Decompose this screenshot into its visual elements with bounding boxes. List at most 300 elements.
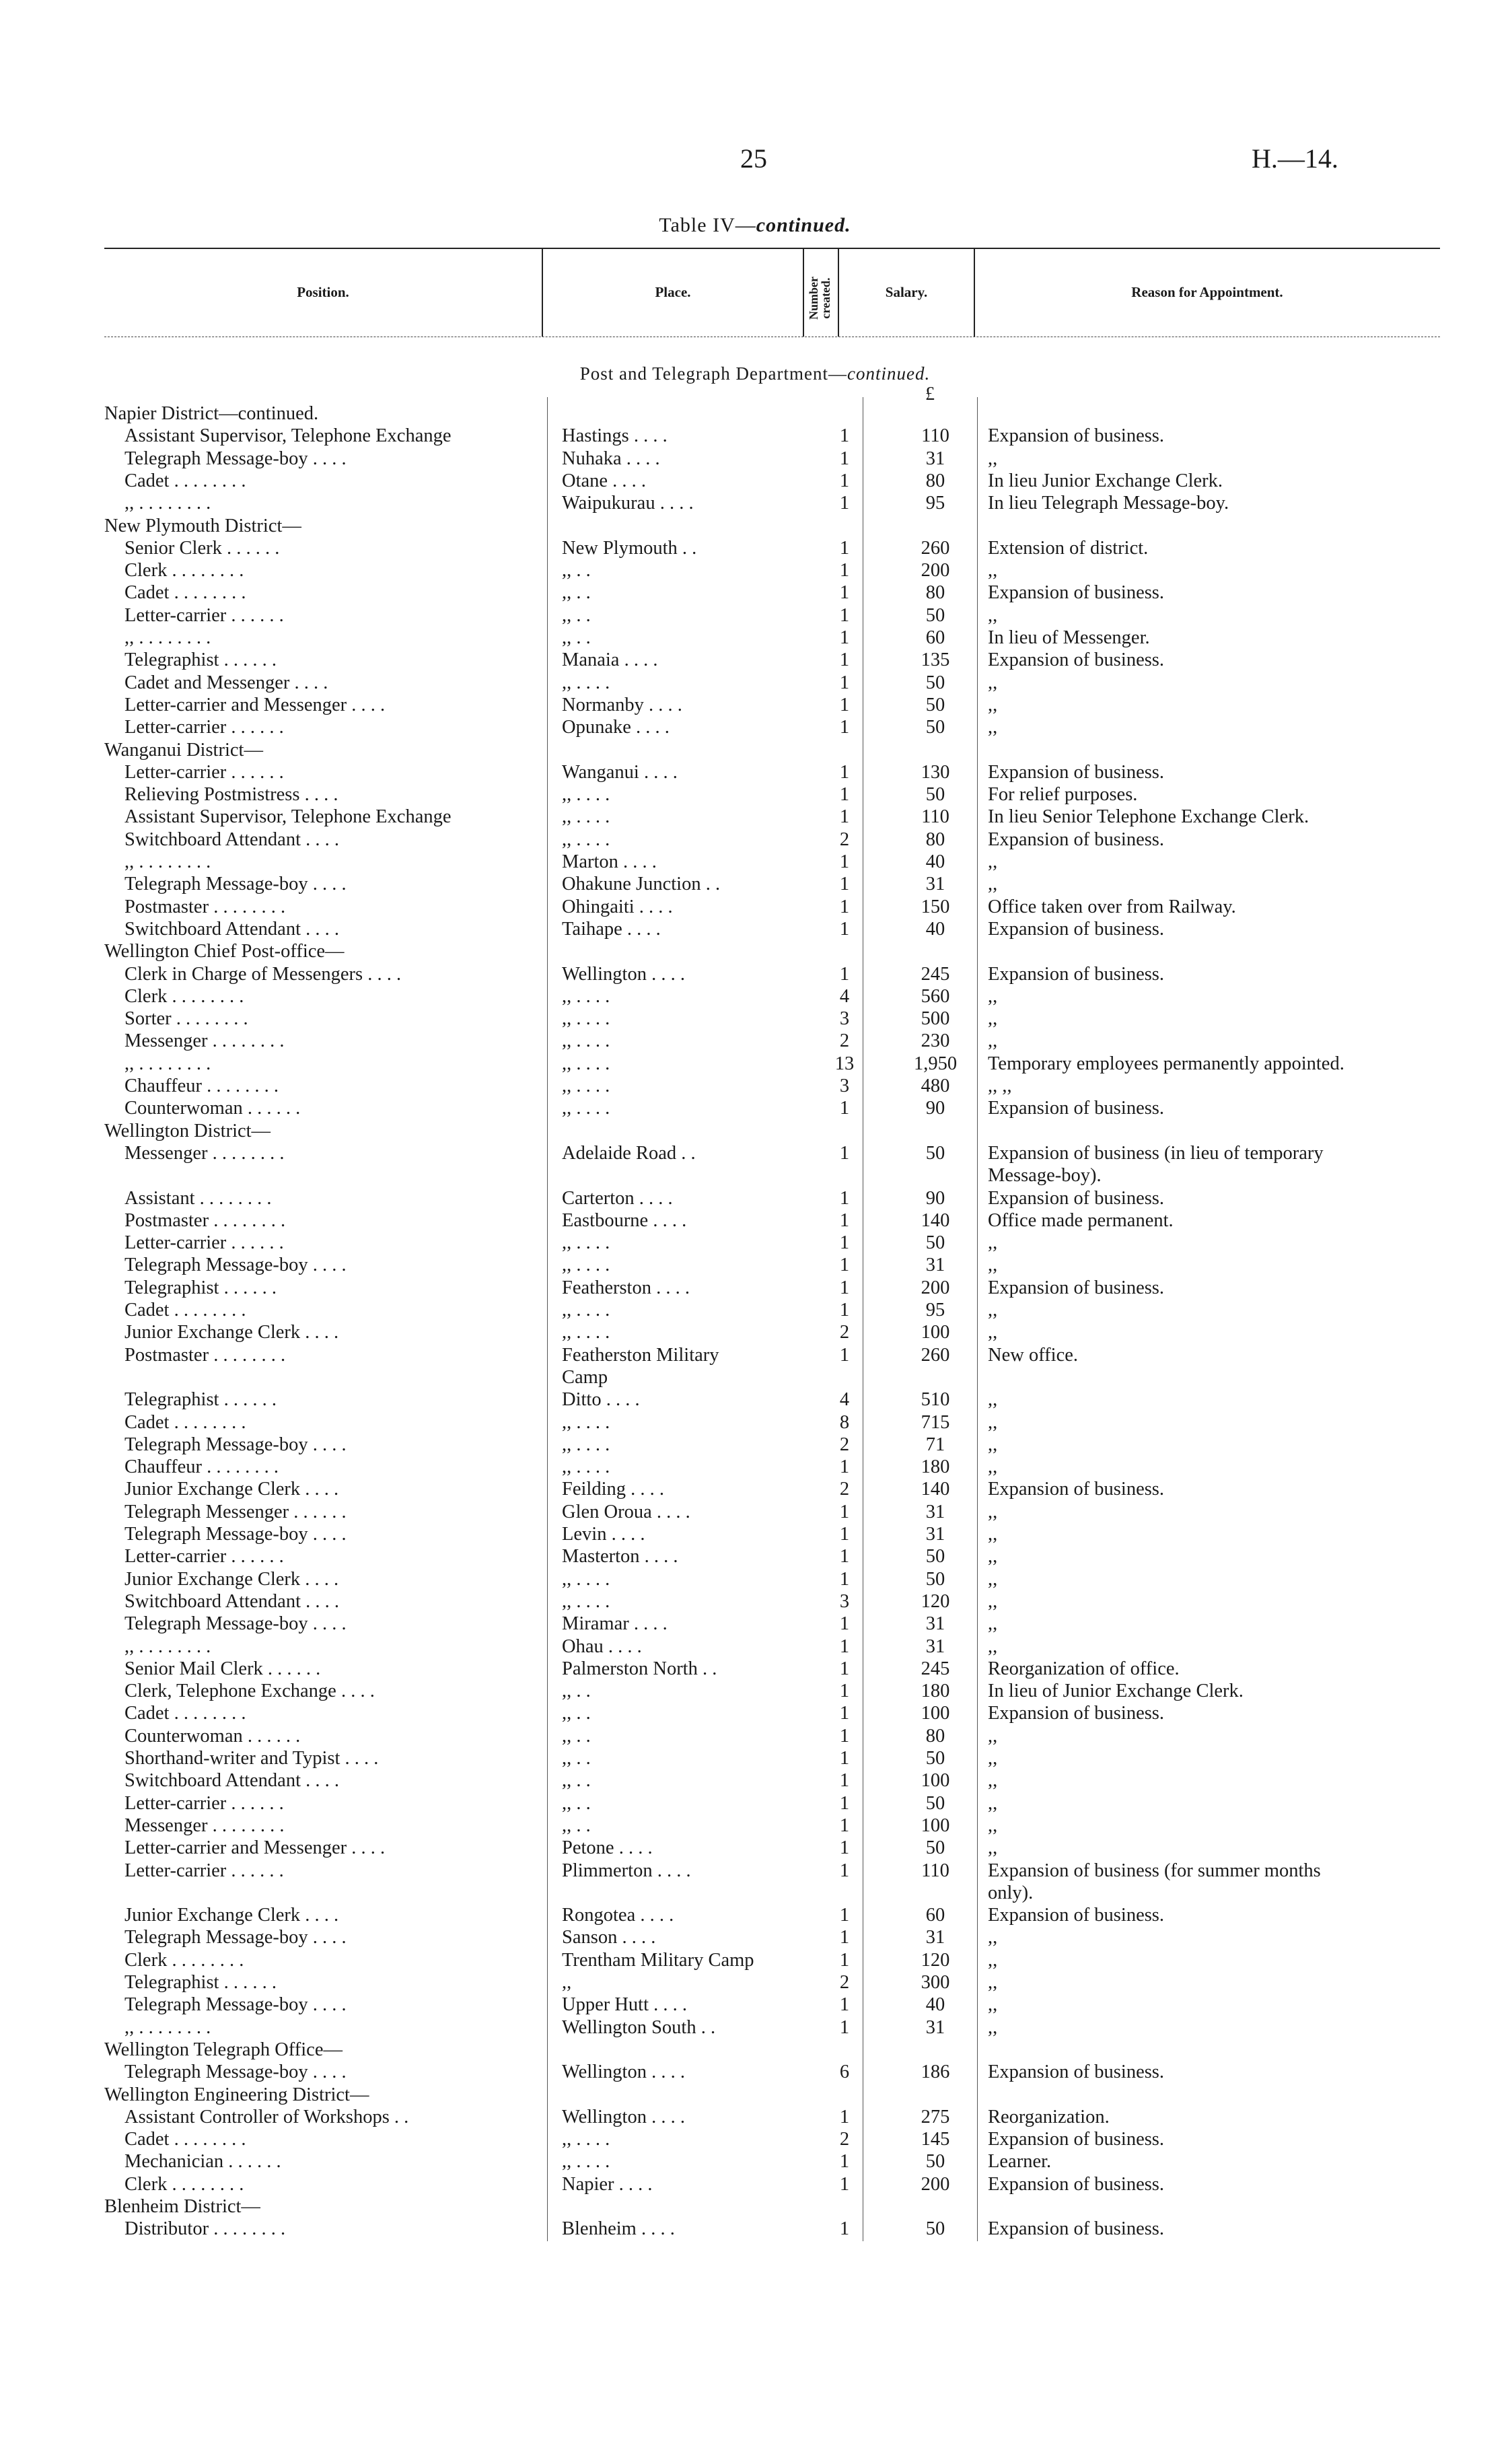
table-row [0, 2016, 1510, 2039]
reason-cell: Temporary employees permanently appointed. [988, 1053, 1344, 1074]
position-cell: Telegraph Message-boy . . . . [124, 1434, 347, 1455]
position-cell: Telegraph Message-boy . . . . [124, 2062, 347, 2083]
salary-cell: 145 [921, 2129, 950, 2150]
place-cell: ,, . . [562, 1681, 591, 1702]
position-cell: Letter-carrier . . . . . . [124, 1792, 284, 1814]
number-cell: 2 [839, 1322, 850, 1343]
reason-cell: ,, [988, 1255, 998, 1276]
place-cell: ,, [562, 1972, 572, 1993]
table-row [0, 1142, 1510, 1164]
table-row [0, 1658, 1510, 1680]
reason-cell: Expansion of business. [988, 2173, 1165, 2195]
table-row [0, 1366, 1510, 1388]
salary-cell: 90 [925, 1098, 945, 1119]
place-cell: Eastbourne . . . . [562, 1209, 687, 1231]
reason-cell: ,, [988, 1008, 998, 1030]
position-cell: Counterwoman . . . . . . [124, 1725, 301, 1747]
number-cell: 1 [839, 1792, 850, 1814]
reason-cell: New office. [988, 1344, 1078, 1366]
number-cell: 1 [839, 1613, 850, 1635]
salary-cell: 50 [925, 784, 945, 806]
salary-cell: 50 [925, 717, 945, 738]
place-cell: ,, . . [562, 604, 591, 626]
table-row [0, 470, 1510, 492]
reason-cell: ,, [988, 1232, 998, 1254]
position-cell: Telegraph Message-boy . . . . [124, 1255, 347, 1276]
place-cell: Waipukurau . . . . [562, 493, 694, 514]
table-row [0, 582, 1510, 604]
position-cell: Telegraphist . . . . . . [124, 1972, 277, 1993]
place-cell: ,, . . . . [562, 1590, 610, 1612]
salary-cell: 150 [921, 896, 950, 917]
number-cell: 3 [839, 1590, 850, 1612]
department-continued: continued. [847, 363, 931, 384]
salary-cell: 31 [925, 2016, 945, 2038]
reason-cell: ,, [988, 1770, 998, 1792]
document-code: H.—14. [1252, 143, 1338, 174]
table-row [0, 1769, 1510, 1792]
district-heading-row [0, 1120, 1510, 1142]
salary-cell: 40 [925, 1994, 945, 2016]
number-cell: 3 [839, 1008, 850, 1030]
number-cell: 1 [839, 1905, 850, 1926]
salary-cell: 510 [921, 1389, 950, 1411]
position-cell: Letter-carrier . . . . . . [124, 1860, 284, 1881]
place-cell: Plimmerton . . . . [562, 1860, 691, 1881]
column-header-place: Place. [655, 284, 691, 300]
position-cell: Clerk . . . . . . . . [124, 1949, 244, 1971]
position-cell: Chauffeur . . . . . . . . [124, 1076, 279, 1096]
salary-cell: 40 [925, 918, 945, 940]
salary-cell: 260 [921, 1344, 950, 1366]
place-cell: Featherston . . . . [562, 1277, 690, 1298]
position-cell: Postmaster . . . . . . . . [124, 1209, 286, 1231]
salary-cell: 50 [925, 694, 945, 715]
number-cell: 1 [839, 874, 850, 895]
position-cell: Letter-carrier . . . . . . [124, 1232, 284, 1254]
place-cell: ,, . . . . [562, 2129, 610, 2150]
place-cell: Wellington . . . . [562, 2062, 685, 2083]
district-heading-row [0, 2084, 1510, 2106]
salary-cell: 110 [921, 1860, 949, 1881]
district-heading-row [0, 2195, 1510, 2218]
place-cell: Ditto . . . . [562, 1389, 640, 1411]
place-cell: Ohau . . . . [562, 1635, 642, 1657]
position-cell: ,, . . . . . . . . [124, 1053, 211, 1074]
place-cell: ,, . . [562, 1748, 591, 1769]
district-heading: Wanganui District— [104, 739, 263, 761]
reason-cell: ,, [988, 1524, 998, 1545]
table-row [0, 761, 1510, 783]
place-cell: ,, . . . . [562, 1098, 610, 1119]
table-row [0, 1053, 1510, 1075]
place-cell: ,, . . . . [562, 829, 610, 850]
reason-cell: ,, [988, 985, 998, 1007]
reason-cell: Expansion of business. [988, 2218, 1165, 2240]
position-cell: Assistant Supervisor, Telephone Exchange [124, 425, 452, 447]
number-cell: 1 [839, 1770, 850, 1792]
salary-cell: 31 [925, 1501, 945, 1522]
table-row [0, 1344, 1510, 1366]
number-cell: 1 [839, 560, 850, 582]
reason-cell: Reorganization. [988, 2106, 1110, 2127]
position-cell: Cadet . . . . . . . . [124, 1703, 246, 1724]
place-cell: ,, . . [562, 1703, 591, 1724]
number-cell: 1 [839, 761, 850, 783]
table-row [0, 1613, 1510, 1635]
reason-cell: Office taken over from Railway. [988, 896, 1236, 917]
table-row [0, 1008, 1510, 1030]
salary-cell: 180 [921, 1681, 950, 1702]
reason-cell: ,, [988, 1748, 998, 1769]
number-cell: 1 [839, 425, 850, 447]
reason-cell: Expansion of business. [988, 1479, 1165, 1500]
number-cell: 1 [839, 1255, 850, 1276]
reason-cell: ,, [988, 1725, 998, 1747]
number-cell: 1 [839, 537, 850, 559]
reason-cell: In lieu Telegraph Message-boy. [988, 493, 1229, 514]
salary-cell: 50 [925, 604, 945, 626]
position-cell: Chauffeur . . . . . . . . [124, 1456, 279, 1478]
reason-cell: ,, [988, 1949, 998, 1971]
salary-cell: 1,950 [913, 1053, 958, 1074]
reason-cell: Expansion of business. [988, 2129, 1165, 2150]
number-cell: 1 [839, 1568, 850, 1590]
table-row [0, 559, 1510, 582]
table-row [0, 1164, 1510, 1187]
table-row [0, 2150, 1510, 2173]
position-cell: Postmaster . . . . . . . . [124, 896, 286, 917]
salary-cell: 245 [921, 1658, 950, 1679]
place-cell: Normanby . . . . [562, 694, 682, 715]
number-cell: 1 [839, 470, 850, 491]
salary-cell: 50 [925, 672, 945, 693]
place-cell: ,, . . . . [562, 1030, 610, 1052]
salary-cell: 260 [921, 537, 950, 559]
district-heading: New Plymouth District— [104, 515, 301, 536]
salary-cell: 31 [925, 1255, 945, 1276]
reason-cell: Expansion of business. [988, 649, 1165, 671]
table-row [0, 1882, 1510, 1904]
position-cell: Relieving Postmistress . . . . [124, 784, 338, 806]
number-cell: 1 [839, 806, 850, 828]
number-cell: 1 [839, 1277, 850, 1298]
place-cell: Trentham Military Camp [562, 1949, 754, 1971]
position-cell: Junior Exchange Clerk . . . . [124, 1479, 339, 1500]
table-title-continued: continued. [756, 214, 851, 236]
table-row [0, 1075, 1510, 1097]
position-cell: Messenger . . . . . . . . [124, 1142, 285, 1164]
position-cell: Junior Exchange Clerk . . . . [124, 1905, 339, 1926]
number-cell: 2 [839, 1434, 850, 1455]
reason-cell: ,, [988, 1792, 998, 1814]
salary-cell: 31 [925, 1524, 945, 1545]
number-cell: 1 [839, 1546, 850, 1568]
reason-cell: ,, [988, 1322, 998, 1343]
position-cell: Switchboard Attendant . . . . [124, 918, 339, 940]
place-cell: ,, . . [562, 1815, 591, 1836]
place-cell: Rongotea . . . . [562, 1905, 674, 1926]
position-cell: ,, . . . . . . . . [124, 1635, 211, 1657]
table-row [0, 1097, 1510, 1119]
reason-cell: Office made permanent. [988, 1209, 1174, 1231]
reason-cell: ,, [988, 1501, 998, 1522]
number-cell: 1 [839, 694, 850, 715]
reason-cell: Expansion of business (in lieu of temporary [988, 1142, 1324, 1164]
position-cell: Shorthand-writer and Typist . . . . [124, 1748, 379, 1769]
reason-cell: Expansion of business. [988, 1187, 1165, 1209]
position-cell: Telegraph Message-boy . . . . [124, 1927, 347, 1948]
reason-cell: Expansion of business. [988, 963, 1165, 985]
number-cell: 8 [839, 1411, 850, 1433]
position-cell: Clerk in Charge of Messengers . . . . [124, 963, 402, 985]
position-cell: Switchboard Attendant . . . . [124, 829, 339, 850]
district-heading: Wellington Chief Post-office— [104, 941, 345, 962]
district-heading-row [0, 940, 1510, 962]
reason-cell: Message-boy). [988, 1165, 1102, 1187]
place-cell: Upper Hutt . . . . [562, 1994, 688, 2016]
number-cell: 1 [839, 851, 850, 872]
place-cell: Miramar . . . . [562, 1613, 668, 1635]
table-row [0, 425, 1510, 447]
position-cell: Switchboard Attendant . . . . [124, 1590, 339, 1612]
salary-cell: 110 [921, 806, 949, 828]
reason-cell: ,, [988, 1389, 998, 1411]
table-row [0, 2173, 1510, 2195]
table-row [0, 1321, 1510, 1343]
place-cell: ,, . . . . [562, 806, 610, 828]
salary-cell: 245 [921, 963, 950, 985]
table-row [0, 1456, 1510, 1478]
position-cell: ,, . . . . . . . . [124, 627, 211, 648]
place-cell: ,, . . . . [562, 1255, 610, 1276]
number-cell: 1 [839, 1681, 850, 1702]
table-row [0, 1994, 1510, 2016]
reason-cell: Expansion of business. [988, 1905, 1165, 1926]
table-row [0, 806, 1510, 828]
reason-cell: For relief purposes. [988, 784, 1138, 806]
table-row [0, 1209, 1510, 1232]
place-cell: Ohakune Junction . . [562, 874, 721, 895]
number-cell: 1 [839, 1232, 850, 1254]
page-number: 25 [740, 143, 767, 174]
place-cell: ,, . . . . [562, 1411, 610, 1433]
table-row [0, 1434, 1510, 1456]
place-cell: New Plymouth . . [562, 537, 697, 559]
salary-cell: 60 [925, 627, 945, 648]
place-cell: Taihape . . . . [562, 918, 661, 940]
number-cell: 1 [839, 1994, 850, 2016]
position-cell: Clerk . . . . . . . . [124, 985, 244, 1007]
number-cell: 1 [839, 2218, 850, 2240]
reason-cell: Expansion of business. [988, 761, 1165, 783]
number-cell: 2 [839, 829, 850, 850]
salary-cell: 40 [925, 851, 945, 872]
number-cell: 6 [839, 2062, 850, 2083]
salary-cell: 100 [921, 1322, 950, 1343]
place-cell: ,, . . . . [562, 1076, 610, 1096]
reason-cell: Expansion of business. [988, 582, 1165, 604]
place-cell: ,, . . . . [562, 985, 610, 1007]
place-cell: Sanson . . . . [562, 1927, 656, 1948]
number-cell: 1 [839, 627, 850, 648]
reason-cell: ,, [988, 1456, 998, 1478]
salary-cell: 31 [925, 1635, 945, 1657]
reason-cell: ,, [988, 1590, 998, 1612]
table-row [0, 1388, 1510, 1411]
position-cell: Cadet . . . . . . . . [124, 582, 246, 604]
position-cell: ,, . . . . . . . . [124, 493, 211, 514]
salary-cell: 90 [925, 1187, 945, 1209]
place-cell: Wellington . . . . [562, 2106, 685, 2127]
district-heading: Blenheim District— [104, 2196, 260, 2217]
position-cell: Cadet and Messenger . . . . [124, 672, 328, 693]
number-cell: 1 [839, 918, 850, 940]
salary-cell: 31 [925, 874, 945, 895]
table-row [0, 492, 1510, 514]
salary-cell: 120 [921, 1949, 950, 1971]
position-cell: Telegraph Message-boy . . . . [124, 448, 347, 469]
table-row [0, 1590, 1510, 1613]
salary-cell: 715 [921, 1411, 950, 1433]
table-row [0, 1568, 1510, 1590]
table-row [0, 1478, 1510, 1500]
number-cell: 1 [839, 896, 850, 917]
position-cell: Letter-carrier . . . . . . [124, 761, 284, 783]
reason-cell: ,, [988, 672, 998, 693]
number-cell: 3 [839, 1076, 850, 1096]
place-cell: ,, . . . . [562, 2151, 610, 2173]
reason-cell: ,, [988, 1635, 998, 1657]
reason-cell: Expansion of business. [988, 1703, 1165, 1724]
place-cell: Ohingaiti . . . . [562, 896, 673, 917]
salary-cell: 31 [925, 448, 945, 469]
reason-cell: ,, [988, 1300, 998, 1321]
salary-cell: 50 [925, 1142, 945, 1164]
number-cell: 1 [839, 2173, 850, 2195]
column-header-reason: Reason for Appointment. [1131, 284, 1283, 300]
reason-cell: Reorganization of office. [988, 1658, 1180, 1679]
department-name: Post and Telegraph Department— [579, 363, 848, 384]
table-row [0, 1837, 1510, 1859]
salary-cell: 500 [921, 1008, 950, 1030]
position-cell: Cadet . . . . . . . . [124, 1411, 246, 1433]
reason-cell: only). [988, 1882, 1034, 1903]
table-row [0, 1232, 1510, 1254]
position-cell: Telegraphist . . . . . . [124, 649, 277, 671]
place-cell: ,, . . [562, 582, 591, 604]
table-row [0, 1030, 1510, 1052]
district-heading-row [0, 515, 1510, 537]
salary-cell: 50 [925, 1792, 945, 1814]
salary-cell: 31 [925, 1613, 945, 1635]
salary-cell: 80 [925, 582, 945, 604]
reason-cell: ,, ,, [988, 1076, 1012, 1096]
position-cell: Senior Clerk . . . . . . [124, 537, 280, 559]
reason-cell: Expansion of business. [988, 918, 1165, 940]
place-cell: Marton . . . . [562, 851, 657, 872]
salary-cell: 110 [921, 425, 949, 447]
table-row [0, 1815, 1510, 1837]
place-cell: ,, . . [562, 627, 591, 648]
number-cell: 1 [839, 1860, 850, 1881]
place-cell: Otane . . . . [562, 470, 647, 491]
reason-cell: Extension of district. [988, 537, 1149, 559]
number-cell: 13 [834, 1053, 855, 1074]
salary-cell: 100 [921, 1770, 950, 1792]
salary-cell: 180 [921, 1456, 950, 1478]
salary-cell: 95 [925, 1300, 945, 1321]
place-cell: Wellington . . . . [562, 963, 685, 985]
number-cell: 1 [839, 1501, 850, 1522]
district-heading-row [0, 402, 1510, 425]
place-cell: ,, . . [562, 1770, 591, 1792]
position-cell: Letter-carrier and Messenger . . . . [124, 694, 386, 715]
salary-cell: 186 [921, 2062, 950, 2083]
reason-cell: ,, [988, 1994, 998, 2016]
reason-cell: ,, [988, 2016, 998, 2038]
table-row [0, 2061, 1510, 2083]
place-cell: Opunake . . . . [562, 717, 670, 738]
place-cell: ,, . . . . [562, 1568, 610, 1590]
reason-cell: In lieu of Messenger. [988, 627, 1150, 648]
place-cell: ,, . . [562, 560, 591, 582]
reason-cell: Expansion of business. [988, 425, 1165, 447]
number-cell: 1 [839, 1344, 850, 1366]
district-heading: Wellington Telegraph Office— [104, 2039, 343, 2060]
number-cell: 1 [839, 1725, 850, 1747]
place-cell: Napier . . . . [562, 2173, 653, 2195]
reason-cell: In lieu Junior Exchange Clerk. [988, 470, 1223, 491]
position-cell: Telegraphist . . . . . . [124, 1389, 277, 1411]
salary-cell: 230 [921, 1030, 950, 1052]
currency-symbol: £ [925, 384, 935, 404]
position-cell: Cadet . . . . . . . . [124, 1300, 246, 1321]
table-row [0, 1702, 1510, 1724]
table-row [0, 2218, 1510, 2240]
position-cell: ,, . . . . . . . . [124, 2016, 211, 2038]
salary-cell: 275 [921, 2106, 950, 2127]
table-row [0, 1299, 1510, 1321]
place-cell: ,, . . . . [562, 1008, 610, 1030]
reason-cell: ,, [988, 717, 998, 738]
table-row [0, 716, 1510, 738]
number-cell: 1 [839, 2151, 850, 2173]
place-cell: Wellington South . . [562, 2016, 716, 2038]
salary-cell: 300 [921, 1972, 950, 1993]
salary-cell: 135 [921, 649, 950, 671]
number-cell: 1 [839, 1837, 850, 1859]
position-cell: Postmaster . . . . . . . . [124, 1344, 286, 1366]
reason-cell: ,, [988, 448, 998, 469]
place-cell: Manaia . . . . [562, 649, 658, 671]
position-cell: Telegraph Messenger . . . . . . [124, 1501, 347, 1522]
number-cell: 2 [839, 1479, 850, 1500]
position-cell: Assistant Controller of Workshops . . [124, 2106, 409, 2127]
place-cell: Carterton . . . . [562, 1187, 673, 1209]
table-row [0, 1187, 1510, 1209]
number-cell: 1 [839, 1524, 850, 1545]
place-cell: Featherston Military [562, 1344, 719, 1366]
number-cell: 1 [839, 493, 850, 514]
position-cell: Clerk, Telephone Exchange . . . . [124, 1681, 375, 1702]
reason-cell: ,, [988, 1927, 998, 1948]
table-row [0, 783, 1510, 806]
salary-cell: 31 [925, 1927, 945, 1948]
number-cell: 4 [839, 985, 850, 1007]
salary-cell: 50 [925, 2151, 945, 2173]
place-cell: Camp [562, 1366, 608, 1388]
